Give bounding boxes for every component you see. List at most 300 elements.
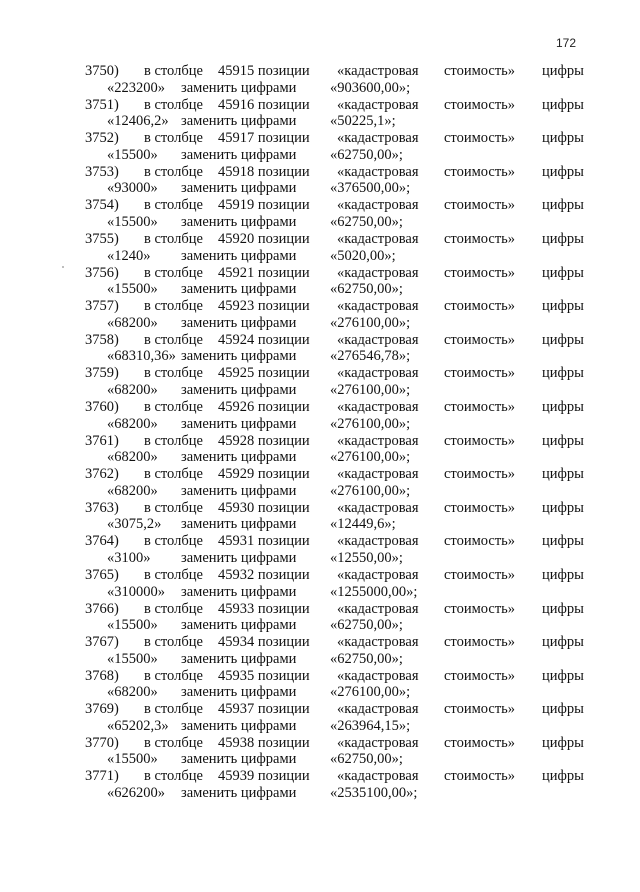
entry-number: 3763) (85, 499, 119, 516)
position-label: позиции (257, 600, 310, 617)
amendment-entry (0, 701, 640, 735)
new-value: «1255000,00»; (330, 583, 418, 600)
in-column-label: в столбце (144, 432, 203, 449)
in-column-label: в столбце (144, 331, 203, 348)
in-column-label: в столбце (144, 634, 203, 651)
digits-label: цифры (542, 466, 584, 483)
in-column-label: в столбце (144, 466, 203, 483)
entry-number: 3752) (85, 130, 119, 147)
column-position (218, 164, 310, 181)
cost-label: стоимость» (444, 163, 516, 180)
column-position (218, 500, 310, 517)
digits-label: цифры (542, 734, 584, 751)
digits-label: цифры (542, 331, 584, 348)
entry-number: 3756) (85, 264, 119, 281)
entry-number: 3767) (85, 634, 119, 651)
new-value: «276100,00»; (330, 684, 411, 701)
cadastral-label: «кадастровая (337, 466, 419, 483)
digits-label: цифры (542, 365, 584, 382)
digits-label: цифры (542, 768, 584, 785)
column-position (218, 130, 310, 147)
cost-label: стоимость» (444, 432, 516, 449)
digits-label: цифры (542, 432, 584, 449)
column-position (218, 567, 310, 584)
cost-label: стоимость» (444, 768, 516, 785)
entry-number: 3768) (85, 667, 119, 684)
entry-line-2 (0, 315, 640, 332)
entry-line-2 (0, 584, 640, 601)
replace-label: заменить цифрами (181, 717, 297, 734)
entry-line-1 (0, 97, 640, 114)
in-column-label: в столбце (144, 163, 203, 180)
amendment-entry (0, 668, 640, 702)
old-value: «68310,36» (107, 348, 176, 365)
old-value: «68200» (107, 482, 158, 499)
column-position (218, 365, 310, 382)
cost-label: стоимость» (444, 667, 516, 684)
new-value: «376500,00»; (330, 180, 411, 197)
digits-label: цифры (542, 533, 584, 550)
new-value: «2535100,00»; (330, 785, 418, 802)
cadastral-label: «кадастровая (337, 63, 419, 79)
column-number: 45939 (218, 768, 255, 785)
entry-line-2 (0, 248, 640, 265)
new-value: «62750,00»; (330, 213, 403, 230)
column-position (218, 768, 310, 785)
position-label: позиции (257, 96, 310, 113)
entry-line-2 (0, 751, 640, 768)
entry-number: 3764) (85, 533, 119, 550)
new-value: «12449,6»; (330, 516, 396, 533)
digits-label: цифры (542, 96, 584, 113)
old-value: «68200» (107, 684, 158, 701)
amendment-entry (0, 735, 640, 769)
cost-label: стоимость» (444, 96, 516, 113)
digits-label: цифры (542, 398, 584, 415)
entry-line-2 (0, 382, 640, 399)
position-label: позиции (257, 264, 310, 281)
amendment-entry (0, 533, 640, 567)
cadastral-label: «кадастровая (337, 533, 419, 550)
cadastral-label: «кадастровая (337, 96, 419, 113)
old-value: «3100» (107, 549, 151, 566)
column-position (218, 97, 310, 114)
digits-label: цифры (542, 667, 584, 684)
in-column-label: в столбце (144, 130, 203, 147)
entry-line-1 (0, 332, 640, 349)
position-label: позиции (257, 466, 310, 483)
entry-line-1 (0, 701, 640, 718)
entry-line-1 (0, 433, 640, 450)
replace-label: заменить цифрами (181, 583, 297, 600)
column-number: 45925 (218, 365, 255, 382)
replace-label: заменить цифрами (181, 785, 297, 802)
column-number: 45928 (218, 432, 255, 449)
new-value: «50225,1»; (330, 113, 396, 130)
digits-label: цифры (542, 600, 584, 617)
cost-label: стоимость» (444, 298, 516, 315)
old-value: «65202,3» (107, 717, 169, 734)
cost-label: стоимость» (444, 499, 516, 516)
amendment-entry (0, 601, 640, 635)
column-position (218, 231, 310, 248)
replace-label: заменить цифрами (181, 751, 297, 768)
entry-number: 3770) (85, 734, 119, 751)
column-number: 45921 (218, 264, 255, 281)
cadastral-label: «кадастровая (337, 298, 419, 315)
entry-number: 3761) (85, 432, 119, 449)
position-label: позиции (257, 432, 310, 449)
column-number: 45923 (218, 298, 255, 315)
column-number: 45932 (218, 566, 255, 583)
replace-label: заменить цифрами (181, 617, 297, 634)
replace-label: заменить цифрами (181, 415, 297, 432)
amendment-entry (0, 365, 640, 399)
old-value: «15500» (107, 146, 158, 163)
position-label: позиции (257, 566, 310, 583)
digits-label: цифры (542, 499, 584, 516)
cadastral-label: «кадастровая (337, 365, 419, 382)
column-number: 45920 (218, 230, 255, 247)
digits-label: цифры (542, 264, 584, 281)
entry-line-2 (0, 516, 640, 533)
entry-line-2 (0, 348, 640, 365)
column-position (218, 265, 310, 282)
cost-label: стоимость» (444, 63, 516, 79)
digits-label: цифры (542, 634, 584, 651)
entry-number: 3751) (85, 96, 119, 113)
column-position (218, 63, 310, 80)
amendment-entry (0, 768, 640, 802)
entry-number: 3769) (85, 701, 119, 718)
entry-line-1 (0, 298, 640, 315)
old-value: «1240» (107, 247, 151, 264)
entry-line-1 (0, 130, 640, 147)
column-position (218, 668, 310, 685)
cadastral-label: «кадастровая (337, 163, 419, 180)
entry-number: 3753) (85, 163, 119, 180)
in-column-label: в столбце (144, 365, 203, 382)
amendment-entry (0, 265, 640, 299)
new-value: «62750,00»; (330, 650, 403, 667)
in-column-label: в столбце (144, 264, 203, 281)
column-number: 45915 (218, 63, 255, 79)
amendment-entry (0, 97, 640, 131)
in-column-label: в столбце (144, 600, 203, 617)
cost-label: стоимость» (444, 130, 516, 147)
entry-line-1 (0, 735, 640, 752)
entry-number: 3771) (85, 768, 119, 785)
entry-line-2 (0, 785, 640, 802)
in-column-label: в столбце (144, 667, 203, 684)
new-value: «903600,00»; (330, 79, 411, 96)
replace-label: заменить цифрами (181, 381, 297, 398)
cadastral-label: «кадастровая (337, 701, 419, 718)
entry-line-1 (0, 567, 640, 584)
amendment-entry (0, 130, 640, 164)
digits-label: цифры (542, 197, 584, 214)
in-column-label: в столбце (144, 63, 203, 79)
column-number: 45935 (218, 667, 255, 684)
cadastral-label: «кадастровая (337, 634, 419, 651)
cost-label: стоимость» (444, 634, 516, 651)
cost-label: стоимость» (444, 734, 516, 751)
entry-line-2 (0, 617, 640, 634)
cadastral-label: «кадастровая (337, 734, 419, 751)
new-value: «276100,00»; (330, 314, 411, 331)
position-label: позиции (257, 63, 310, 79)
entry-line-1 (0, 601, 640, 618)
entry-line-1 (0, 399, 640, 416)
replace-label: заменить цифрами (181, 549, 297, 566)
entry-number: 3762) (85, 466, 119, 483)
in-column-label: в столбце (144, 230, 203, 247)
digits-label: цифры (542, 230, 584, 247)
cost-label: стоимость» (444, 701, 516, 718)
position-label: позиции (257, 163, 310, 180)
replace-label: заменить цифрами (181, 449, 297, 466)
amendment-entry (0, 197, 640, 231)
entry-line-1 (0, 500, 640, 517)
entry-line-2 (0, 113, 640, 130)
column-position (218, 399, 310, 416)
column-position (218, 701, 310, 718)
amendment-entry (0, 231, 640, 265)
cost-label: стоимость» (444, 197, 516, 214)
digits-label: цифры (542, 163, 584, 180)
in-column-label: в столбце (144, 197, 203, 214)
entry-line-2 (0, 651, 640, 668)
amendment-entry (0, 433, 640, 467)
in-column-label: в столбце (144, 734, 203, 751)
old-value: «15500» (107, 213, 158, 230)
old-value: «223200» (107, 79, 165, 96)
entry-line-1 (0, 533, 640, 550)
amendment-entry (0, 332, 640, 366)
digits-label: цифры (542, 63, 584, 79)
entry-line-2 (0, 214, 640, 231)
entry-line-2 (0, 449, 640, 466)
amendment-entry (0, 466, 640, 500)
entry-line-1 (0, 63, 640, 80)
position-label: позиции (257, 365, 310, 382)
entry-line-2 (0, 281, 640, 298)
in-column-label: в столбце (144, 533, 203, 550)
entry-number: 3754) (85, 197, 119, 214)
entry-line-1 (0, 768, 640, 785)
new-value: «276100,00»; (330, 381, 411, 398)
cost-label: стоимость» (444, 331, 516, 348)
column-position (218, 332, 310, 349)
in-column-label: в столбце (144, 499, 203, 516)
column-position (218, 466, 310, 483)
old-value: «12406,2» (107, 113, 169, 130)
position-label: позиции (257, 734, 310, 751)
entry-line-1 (0, 231, 640, 248)
old-value: «68200» (107, 449, 158, 466)
replace-label: заменить цифрами (181, 180, 297, 197)
replace-label: заменить цифрами (181, 348, 297, 365)
in-column-label: в столбце (144, 768, 203, 785)
cost-label: стоимость» (444, 230, 516, 247)
new-value: «62750,00»; (330, 281, 403, 298)
page-number: 172 (556, 36, 577, 50)
cost-label: стоимость» (444, 533, 516, 550)
position-label: позиции (257, 130, 310, 147)
column-number: 45916 (218, 96, 255, 113)
old-value: «68200» (107, 415, 158, 432)
replace-label: заменить цифрами (181, 213, 297, 230)
column-number: 45919 (218, 197, 255, 214)
column-number: 45917 (218, 130, 255, 147)
entry-line-2 (0, 180, 640, 197)
new-value: «276100,00»; (330, 415, 411, 432)
replace-label: заменить цифрами (181, 146, 297, 163)
old-value: «15500» (107, 650, 158, 667)
old-value: «15500» (107, 281, 158, 298)
column-position (218, 735, 310, 752)
cadastral-label: «кадастровая (337, 566, 419, 583)
column-position (218, 601, 310, 618)
entry-number: 3759) (85, 365, 119, 382)
column-number: 45937 (218, 701, 255, 718)
column-position (218, 197, 310, 214)
cadastral-label: «кадастровая (337, 230, 419, 247)
in-column-label: в столбце (144, 566, 203, 583)
replace-label: заменить цифрами (181, 516, 297, 533)
amendment-entry (0, 63, 640, 97)
entry-number: 3766) (85, 600, 119, 617)
cost-label: стоимость» (444, 566, 516, 583)
cadastral-label: «кадастровая (337, 499, 419, 516)
replace-label: заменить цифрами (181, 113, 297, 130)
entry-line-2 (0, 718, 640, 735)
new-value: «62750,00»; (330, 146, 403, 163)
replace-label: заменить цифрами (181, 247, 297, 264)
column-position (218, 533, 310, 550)
old-value: «626200» (107, 785, 165, 802)
column-number: 45934 (218, 634, 255, 651)
old-value: «15500» (107, 617, 158, 634)
position-label: позиции (257, 298, 310, 315)
old-value: «3075,2» (107, 516, 162, 533)
cost-label: стоимость» (444, 466, 516, 483)
cadastral-label: «кадастровая (337, 331, 419, 348)
replace-label: заменить цифрами (181, 281, 297, 298)
amendment-entry (0, 298, 640, 332)
cost-label: стоимость» (444, 264, 516, 281)
entry-line-2 (0, 147, 640, 164)
entry-number: 3755) (85, 230, 119, 247)
new-value: «276546,78»; (330, 348, 411, 365)
cost-label: стоимость» (444, 600, 516, 617)
old-value: «68200» (107, 381, 158, 398)
column-position (218, 433, 310, 450)
in-column-label: в столбце (144, 701, 203, 718)
amendment-entry (0, 399, 640, 433)
amendment-entry (0, 164, 640, 198)
new-value: «62750,00»; (330, 751, 403, 768)
cadastral-label: «кадастровая (337, 130, 419, 147)
digits-label: цифры (542, 130, 584, 147)
entry-number: 3757) (85, 298, 119, 315)
entry-line-1 (0, 265, 640, 282)
new-value: «276100,00»; (330, 482, 411, 499)
cadastral-label: «кадастровая (337, 197, 419, 214)
amendment-list (0, 63, 640, 802)
in-column-label: в столбце (144, 298, 203, 315)
entry-line-1 (0, 466, 640, 483)
new-value: «276100,00»; (330, 449, 411, 466)
amendment-entry (0, 500, 640, 534)
digits-label: цифры (542, 298, 584, 315)
column-number: 45924 (218, 331, 255, 348)
entry-number: 3765) (85, 566, 119, 583)
in-column-label: в столбце (144, 398, 203, 415)
cadastral-label: «кадастровая (337, 600, 419, 617)
cadastral-label: «кадастровая (337, 398, 419, 415)
column-number: 45929 (218, 466, 255, 483)
column-number: 45933 (218, 600, 255, 617)
entry-line-2 (0, 550, 640, 567)
column-position (218, 634, 310, 651)
entry-line-2 (0, 416, 640, 433)
new-value: «62750,00»; (330, 617, 403, 634)
column-number: 45931 (218, 533, 255, 550)
entry-number: 3750) (85, 63, 119, 79)
digits-label: цифры (542, 701, 584, 718)
amendment-entry (0, 634, 640, 668)
entry-line-1 (0, 197, 640, 214)
amendment-entry (0, 567, 640, 601)
column-number: 45930 (218, 499, 255, 516)
new-value: «5020,00»; (330, 247, 396, 264)
cost-label: стоимость» (444, 365, 516, 382)
replace-label: заменить цифрами (181, 314, 297, 331)
entry-line-2 (0, 684, 640, 701)
position-label: позиции (257, 634, 310, 651)
entry-line-1 (0, 668, 640, 685)
entry-line-2 (0, 483, 640, 500)
cadastral-label: «кадастровая (337, 264, 419, 281)
position-label: позиции (257, 398, 310, 415)
position-label: позиции (257, 667, 310, 684)
position-label: позиции (257, 533, 310, 550)
position-label: позиции (257, 331, 310, 348)
cadastral-label: «кадастровая (337, 768, 419, 785)
position-label: позиции (257, 197, 310, 214)
old-value: «68200» (107, 314, 158, 331)
replace-label: заменить цифрами (181, 79, 297, 96)
old-value: «15500» (107, 751, 158, 768)
replace-label: заменить цифрами (181, 650, 297, 667)
column-number: 45926 (218, 398, 255, 415)
entry-line-2 (0, 80, 640, 97)
column-number: 45938 (218, 734, 255, 751)
cadastral-label: «кадастровая (337, 432, 419, 449)
new-value: «12550,00»; (330, 549, 403, 566)
entry-number: 3758) (85, 331, 119, 348)
position-label: позиции (257, 499, 310, 516)
position-label: позиции (257, 230, 310, 247)
old-value: «310000» (107, 583, 165, 600)
cadastral-label: «кадастровая (337, 667, 419, 684)
replace-label: заменить цифрами (181, 482, 297, 499)
position-label: позиции (257, 701, 310, 718)
old-value: «93000» (107, 180, 158, 197)
entry-line-1 (0, 365, 640, 382)
in-column-label: в столбце (144, 96, 203, 113)
